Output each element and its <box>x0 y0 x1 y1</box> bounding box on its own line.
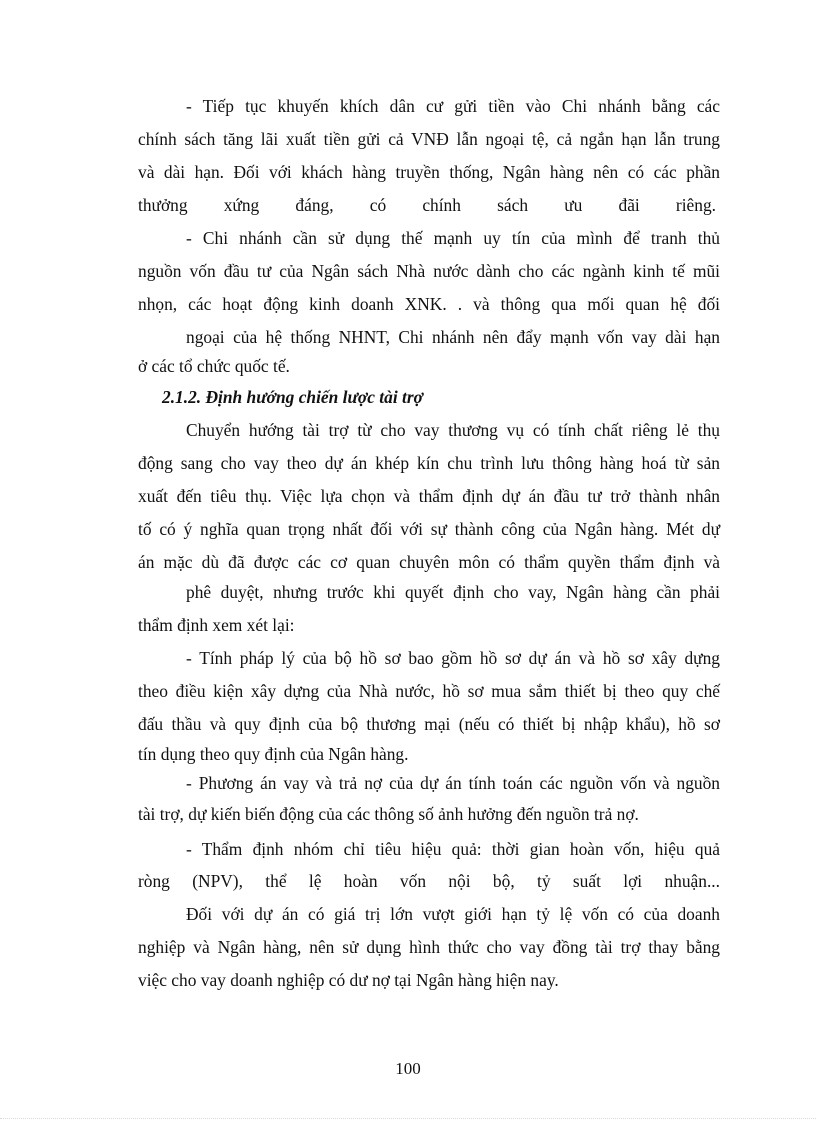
text-line: nhọn, các hoạt động kinh doanh XNK. . và thông qua mối quan hệ đối <box>138 294 720 314</box>
text-line: Đối với dự án có giá trị lớn vượt giới hạn tỷ lệ vốn có của doanh <box>186 904 720 924</box>
text-line: xuất đến tiêu thụ. Việc lựa chọn và thẩm định dự án đầu tư trở thành nhân <box>138 486 720 506</box>
text-line: - Tiếp tục khuyến khích dân cư gửi tiền vào Chi nhánh bằng các <box>186 96 720 116</box>
text-line: tín dụng theo quy định của Ngân hàng. <box>138 744 409 764</box>
text-line: - Chi nhánh cần sử dụng thế mạnh uy tín của mình để tranh thủ <box>186 228 720 248</box>
text-line: chính sách tăng lãi xuất tiền gửi cả VNĐ lẫn ngoại tệ, cả ngắn hạn lẫn trung <box>138 129 720 149</box>
text-line: nguồn vốn đầu tư của Ngân sách Nhà nước dành cho các ngành kinh tế mũi <box>138 261 720 281</box>
text-line: và dài hạn. Đối với khách hàng truyền thống, Ngân hàng nên có các phần <box>138 162 720 182</box>
text-line: - Thẩm định nhóm chỉ tiêu hiệu quả: thời gian hoàn vốn, hiệu quả <box>186 839 720 859</box>
text-line: theo điều kiện xây dựng của Nhà nước, hồ sơ mua sắm thiết bị theo quy chế <box>138 681 720 701</box>
text-line: nghiệp và Ngân hàng, nên sử dụng hình thức cho vay đồng tài trợ thay bằng <box>138 937 720 957</box>
text-line: ngoại của hệ thống NHNT, Chi nhánh nên đẩy mạnh vốn vay dài hạn <box>186 327 720 347</box>
text-line: Chuyển hướng tài trợ từ cho vay thương vụ có tính chất riêng lẻ thụ <box>186 420 720 440</box>
section-heading: 2.1.2. Định hướng chiến lược tài trợ <box>162 387 423 407</box>
text-line: tố có ý nghĩa quan trọng nhất đối với sự thành công của Ngân hàng. Mét dự <box>138 519 720 539</box>
text-line: tài trợ, dự kiến biến động của các thông số ảnh hưởng đến nguồn trả nợ. <box>138 804 639 824</box>
text-line: thưởng xứng đáng, có chính sách ưu đãi riêng. <box>138 195 716 215</box>
text-line: phê duyệt, nhưng trước khi quyết định cho vay, Ngân hàng cần phải <box>186 582 720 602</box>
text-line: - Tính pháp lý của bộ hồ sơ bao gồm hồ sơ dự án và hồ sơ xây dựng <box>186 648 720 668</box>
text-line: ở các tổ chức quốc tế. <box>138 356 290 376</box>
text-line: động sang cho vay theo dự án khép kín chu trình lưu thông hàng hoá từ sản <box>138 453 720 473</box>
text-line: - Phương án vay và trả nợ của dự án tính toán các nguồn vốn và nguồn <box>186 773 720 793</box>
text-line: án mặc dù đã được các cơ quan chuyên môn có thẩm quyền thẩm định và <box>138 552 720 572</box>
page-number: 100 <box>395 1059 421 1078</box>
text-line: thẩm định xem xét lại: <box>138 615 295 635</box>
page-bottom-divider <box>0 1118 816 1119</box>
text-line: việc cho vay doanh nghiệp có dư nợ tại Ngân hàng hiện nay. <box>138 970 559 990</box>
text-line: ròng (NPV), thể lệ hoàn vốn nội bộ, tỷ suất lợi nhuận... <box>138 871 720 891</box>
text-line: đấu thầu và quy định của bộ thương mại (nếu có thiết bị nhập khẩu), hồ sơ <box>138 714 720 734</box>
